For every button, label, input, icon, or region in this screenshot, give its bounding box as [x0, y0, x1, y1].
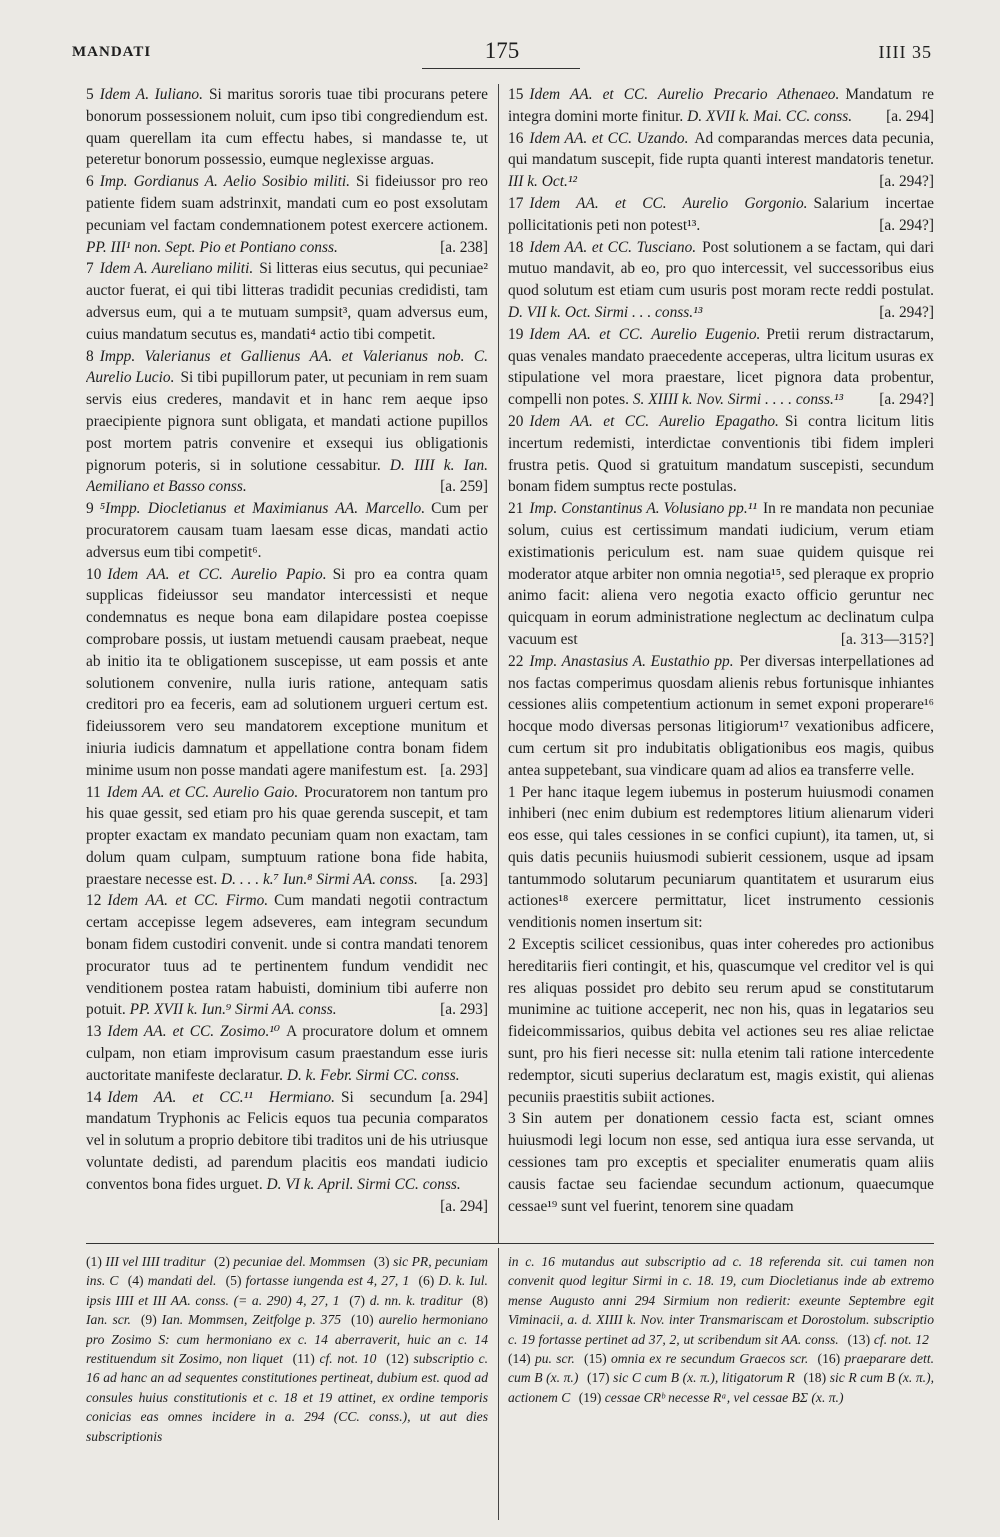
footnote-number: (3) [373, 1254, 390, 1269]
subscription-date: D. k. Febr. Sirmi CC. conss. [286, 1066, 460, 1084]
constitution-text: Salarium incertae pollicitationis peti non potest¹³. [508, 194, 934, 234]
constitution-number: 19 [508, 325, 524, 343]
constitution-address: ⁵Impp. Diocletianus et Maximianus AA. Marcello. [99, 500, 426, 518]
constitution-text: In re mandata non pecuniae solum, cuius est certissimum mandati iudicium, verum etiam existimationis periculum est. nam suae quidem quisque rei moderator atque arbiter non omnia negotia¹⁵, sed pleraque ex proprio animo facit: aliena vero negotia exacto officio geruntur nec quicquam in eorum administratione neglectum ac declinatum culpa vacuum est [508, 500, 934, 648]
constitution-address: Imp. Gordianus A. Aelio Sosibio militi. [99, 173, 351, 191]
footnote-text: cf. not. 10 [319, 1351, 377, 1367]
footnote-text: praeparare dett. cum B (x. π.) [508, 1351, 934, 1386]
constitution-paragraph [86, 890, 488, 1021]
year-bracket: [a. 238] [440, 238, 488, 256]
year-bracket: [a. 294] [440, 1197, 488, 1215]
footnote-text: in c. 16 mutandus aut subscriptio ad c. 18 referenda sit. cui tamen non convenit quod legitur Sirmi in c. 18. 19, cum Diocletianus inde ab extremo mense Augusto anni 294 Sirmium non redierit: exeunte Septembre egit Viminacii, a. d. XIIII k. Nov. inter Transmariscam et Dorostolum. subscriptio c. 19 fortasse pertinet ad 37, 2, ut scribendum sit AA. conss. [508, 1254, 934, 1347]
year-bracket: [a. 259] [440, 478, 488, 496]
constitution-text: Pretii rerum distractarum, quas venales mandato praecedente acceperas, ultra licitum usuras ex stipulatione vel mora praestare, licet pignora data probentur, compelli non potes. [508, 325, 934, 409]
year-bracket: [a. 294?] [879, 173, 934, 191]
footnote [226, 1273, 410, 1288]
book-title-number: IIII 35 [878, 42, 932, 62]
year-bracket: [a. 293] [440, 870, 488, 888]
constitution-text: A procuratore dolum et omnem culpam, non etiam improvisum casum praestandum esse iuris auctoritate manifeste declaratur. [86, 1023, 488, 1084]
footnotes-divider [498, 1248, 499, 1520]
footnote-number: (15) [584, 1351, 607, 1367]
footnote-text: aurelio hermoniano pro Zosimo S: cum hermoniano ex c. 14 aberraverit, huic an c. 14 restituendum sit Zosimo, non liquet [86, 1312, 488, 1367]
constitution-paragraph [86, 171, 488, 258]
constitution-number: 13 [86, 1023, 102, 1041]
footnote-text: d. nn. k. traditur [369, 1292, 463, 1308]
constitution-number: 8 [86, 347, 94, 365]
footnote-text: omnia ex re secundum Graecos scr. [611, 1351, 809, 1367]
constitution-text: Si maritus sororis tuae tibi procurans petere bonorum possessionem noluit, cum ipso tibi congrediendum est. quam querellam ita cum effectu habes, si mandasse te, ut peteretur bonorum possessio, eumque neglexisse arguas. [86, 86, 488, 169]
footnote-number: (5) [225, 1273, 242, 1289]
year-bracket: [a. 294?] [879, 216, 934, 234]
running-title: MANDATI [72, 44, 152, 60]
footnote-text: sic R cum B (x. π.), actionem C [508, 1370, 934, 1405]
footnote [128, 1273, 217, 1288]
constitution-paragraph [508, 651, 934, 782]
constitution-address: Impp. Valerianus et Gallienus AA. et Valerianus nob. C. Aurelio Lucio. [86, 347, 488, 387]
subscription-date: D. VI k. April. Sirmi CC. conss. [266, 1175, 461, 1193]
footnote [847, 1332, 929, 1347]
constitution-text: Si secundum mandatum Tryphonis ac Felicis equos tua pecunia comparatos vel in solutum a proprio debitore tibi traditos uni de his utriusque voluntate dedisti, ad parendum placitis eos mandati iudicio conventos bona fides urguet. [86, 1088, 488, 1193]
constitution-address: Imp. Constantinus A. Volusiano pp.¹¹ [529, 500, 757, 518]
page-number: 175 [484, 38, 520, 63]
footnotes-right-column [508, 1252, 934, 1522]
constitution-number: 1 [508, 783, 516, 801]
constitution-text: Cum mandati negotii contractum certam accepisse legem adseveres, eam integram secundum bonam fidem custodiri convenit. unde si contra mandati tenorem procurator tuus ad te pertinentem fundum vendidit nec venditionem postea ratam habuisti, dominium tibi auferre non potuit. [86, 892, 488, 1019]
right-text-column [508, 84, 934, 1244]
footnote-text: mandati del. [147, 1273, 217, 1289]
constitution-paragraph [508, 193, 934, 237]
constitution-number: 20 [508, 412, 524, 430]
subscription-date: PP. III¹ non. Sept. Pio et Pontiano conss. [86, 238, 338, 256]
footnote-number: (17) [586, 1370, 610, 1386]
footnote-number: (4) [127, 1273, 144, 1289]
constitution-number: 16 [508, 129, 524, 147]
footnote-number: (6) [418, 1273, 435, 1289]
footnote-number: (10) [350, 1312, 374, 1328]
footnote-text: Ian. Mommsen, Zeitfolge p. 375 [161, 1312, 342, 1328]
constitution-text: Per diversas interpellationes ad nos factas comperimus quosdam alienis rebus fortunisque inhiantes cessiones aliis competentium actionum in semet exponi properare¹⁶ hocque modo diversas personas litigiorum¹⁷ vexationibus adficere, cum certum sit pro indubitatis obligationibus eos magis, quibus antea suppetebant, sua vindicare quam ad alios ea transferre velle. [508, 652, 934, 779]
constitution-number: 5 [86, 86, 94, 103]
footnote-text: sic PR, pecuniam ins. C [86, 1254, 488, 1289]
constitution-number: 11 [86, 783, 101, 801]
constitution-number: 14 [86, 1088, 102, 1106]
constitution-text: Exceptis scilicet cessionibus, quas inter coheredes pro actionibus hereditariis fieri contingit, et his, quascumque vel creditor vel is qui res aliquas possidet pro debito seu rerum apud se constitutarum munimine ac tuitione acceperit, nec non his, quas in legatarios seu fideicommissarios, quibus debita vel actiones seu res aliae relictae sunt, pro his fieri necesse sit: nulla etenim tali ratione intercedente redemptor, sicuti superius declaratum est, magis existit, qui alienas pecuniis praestitis subiit actiones. [508, 936, 934, 1106]
subscription-date: PP. XVII k. Iun.⁹ Sirmi AA. conss. [129, 1001, 337, 1019]
footnote-number: (13) [847, 1331, 871, 1347]
constitution-text: Mandatum re integra domini morte finitur. [508, 86, 934, 125]
footnote-number: (9) [140, 1312, 157, 1328]
constitution-text: Sin autem per donationem cessio facta est, sciant omnes huiusmodi legi locum non esse, sed antiqua iura esse servanda, ut cessiones tam pro exceptis et specialiter enumeratis quam aliis causis factae seu faciendae secundum actionum, quaecumque cessae¹⁹ sunt vel fuerint, tenorem sine quadam [508, 1110, 934, 1215]
constitution-text: Cum per procuratorem causam tuam laesam esse dicas, mandati actio adversus eum tibi competit⁶. [86, 500, 488, 561]
footnote-number: (18) [803, 1370, 827, 1386]
footnote-number: (14) [508, 1351, 531, 1367]
constitution-text: Post solutionem a se factam, qui dari mutuo mandavit, ab eo, pro quo intercessit, vel successoribus eius quod solutum est etiam cum usuris post moram recte reddi postulat. [508, 238, 934, 300]
footnote-text: Ian. scr. [86, 1312, 131, 1328]
left-text-column [86, 84, 488, 1244]
footnote-text: fortasse iungenda est 4, 27, 1 [245, 1273, 410, 1289]
footnote-text: cf. not. 12 [873, 1331, 929, 1347]
constitution-text: Si pro ea contra quam supplicas fideiussor seu mandator intercessisti et neque condemnatus es neque bona eam dilapidare postea coepisse comprobare possis, ut iustam metuendi causam praebeat, neque ab initio ita te obligationem suscepisse, ut eam possis et ante solutionem convenire, nulla iuris ratione, antequam satis creditori pro ea feceris, eam ad solutionem urgueri certum est. fideiussorem vero seu mandatorem exceptione munitum et iniuria iudicis damnatum et appellatione contra bonam fidem minime usum non posse mandati agere manifestum est. [86, 565, 488, 779]
footnotes-left-column [86, 1252, 488, 1522]
constitution-paragraph [86, 346, 488, 499]
column-divider [498, 84, 499, 1244]
constitution-paragraph [508, 934, 934, 1108]
subscription-date: D. . . . k.⁷ Iun.⁸ Sirmi AA. conss. [221, 870, 418, 888]
constitution-number: 15 [508, 86, 524, 103]
constitution-paragraph [508, 237, 934, 324]
footnote [579, 1390, 844, 1405]
footnote-number: (16) [817, 1351, 841, 1367]
constitution-paragraph [508, 128, 934, 193]
subscription-date: D. VII k. Oct. Sirmi . . . conss.¹³ [508, 303, 703, 321]
year-bracket: [a. 293] [440, 761, 488, 779]
constitution-number: 18 [508, 238, 524, 256]
footnote-text: pu. scr. [534, 1351, 575, 1367]
constitution-address: Idem AA. et CC. Aurelio Gaio. [106, 783, 299, 801]
header-rule [422, 68, 580, 69]
year-bracket: [a. 294?] [879, 391, 934, 409]
constitution-paragraph [86, 782, 488, 891]
constitution-number: 12 [86, 892, 102, 910]
footnote-text: cessae CRᵇ necesse Rᵃ, vel cessae BΣ (x. π.) [604, 1389, 844, 1405]
footnote [584, 1351, 808, 1366]
constitution-paragraph [508, 1108, 934, 1217]
footnote-text: sic C cum B (x. π.), litigatorum R [613, 1370, 795, 1386]
constitution-address: Idem AA. et CC. Aurelio Eugenio. [529, 325, 761, 343]
year-bracket: [a. 293] [440, 1001, 488, 1019]
year-bracket: [a. 294] [886, 107, 934, 125]
subscription-date: D. XVII k. Mai. CC. conss. [687, 107, 853, 125]
footnote-number: (8) [472, 1292, 488, 1308]
constitution-address: Idem AA. et CC. Firmo. [107, 892, 269, 910]
footnote-block [508, 1252, 934, 1407]
constitution-paragraph [86, 258, 488, 345]
footnote-number: (2) [214, 1254, 230, 1269]
constitution-paragraph [508, 84, 934, 128]
constitution-address: Idem A. Aureliano militi. [99, 260, 254, 278]
constitution-paragraph [508, 411, 934, 498]
constitution-text: Si fideiussor pro reo patiente fidem suam adstrinxit, mandati cum eo post exsolutam pecuniam vel factam condemnationem potest exercere actionem. [86, 173, 488, 234]
constitution-number: 2 [508, 936, 516, 954]
footnote-text: D. k. Iul. ipsis IIII et III AA. conss. (= a. 290) 4, 27, 1 [86, 1273, 488, 1308]
constitution-text: Si contra licitum litis incertum redemisti, interdictae conventionis tibi fidem impleri frustra petis. Quod si gratuitum mandatum suscepisti, secundum bonam fidem sumptus recte postulas. [508, 412, 934, 496]
constitution-address: Idem AA. et CC. Tusciano. [529, 238, 697, 256]
subscription-date: S. XIIII k. Nov. Sirmi . . . . conss.¹³ [632, 391, 844, 409]
constitution-paragraph [86, 84, 488, 171]
constitution-paragraph [508, 324, 934, 411]
constitution-address: Imp. Anastasius A. Eustathio pp. [529, 652, 734, 670]
year-bracket: [a. 313—315?] [840, 630, 934, 648]
constitution-number: 17 [508, 194, 524, 212]
constitution-address: Idem A. Iuliano. [99, 86, 203, 103]
footnote [349, 1293, 462, 1308]
constitution-address: Idem AA. et CC. Uzando. [529, 129, 689, 147]
footnotes-rule [86, 1243, 934, 1244]
constitution-text: Si tibi pupillorum pater, ut pecuniam in rem suam servis eius crederes, mandavit et in hanc rem aeque ipso praecipiente pignora sunt obligata, et mandati actione pupillos post mortem patris convenire et exsequi ius obligationis pignorum poteris, si in solutione cessabitur. [86, 369, 488, 474]
constitution-number: 3 [508, 1110, 516, 1128]
footnote-text: III vel IIII traditur [105, 1254, 206, 1269]
constitution-text: Procuratorem non tantum pro his quae gessit, sed etiam pro his quae gerenda suscepit, et tam propter exactam ex mandato pecuniam quam non exactam, tam dolum quam culpam, sumptuum ratione bona fide habita, praestare necesse est. [86, 783, 488, 888]
constitution-paragraph [86, 498, 488, 563]
constitution-address: Idem AA. et CC. Aurelio Precario Athenaeo. [529, 86, 840, 103]
constitution-address: Idem AA. et CC.¹¹ Hermiano. [107, 1088, 335, 1106]
constitution-number: 10 [86, 565, 102, 583]
constitution-text: Per hanc itaque legem iubemus in posterum huiusmodi conamen inhiberi (nec enim dubium est redemptores litium alienarum videri eos esse, qui tales cessiones in se confici cupiunt), ita tamen, ut, si quis datis pecuniis huiusmodi subierit cessionem, usque ad ipsam tantummodo solutarum pecuniarum quantitatem et usurarum eius actiones¹⁸ exercere permittatur, licet instrumento cessionis venditionis nomen insertum sit: [508, 783, 934, 932]
constitution-number: 9 [86, 500, 94, 518]
constitution-paragraph [86, 564, 488, 782]
constitution-address: Idem AA. et CC. Aurelio Papio. [107, 565, 327, 583]
footnote-number: (7) [349, 1292, 366, 1308]
footnote-number: (19) [578, 1389, 602, 1405]
year-bracket: [a. 294?] [879, 303, 934, 321]
footnote [86, 1254, 206, 1269]
year-bracket: [a. 294] [440, 1088, 488, 1106]
footnote [508, 1351, 575, 1366]
footnote-number: (11) [292, 1351, 315, 1367]
constitution-address: Idem AA. et CC. Aurelio Epagatho. [529, 412, 779, 430]
footnote [293, 1351, 377, 1366]
footnote [587, 1370, 795, 1385]
footnote-text: pecuniae del. Mommsen [233, 1254, 366, 1269]
constitution-text: Si litteras eius secutus, qui pecuniae² auctor fuerat, ei qui tibi litteras tradidit pecunias credidisti, tam adversus eum, qui a te mutuam sumpsit³, quam adversus eum, cuius mandatum secutus es, mandati⁴ actio tibi competit. [86, 260, 488, 343]
constitution-address: Idem AA. et CC. Aurelio Gorgonio. [529, 194, 808, 212]
footnote [214, 1254, 365, 1269]
constitution-number: 22 [508, 652, 524, 670]
footnote-number: (12) [386, 1351, 409, 1367]
constitution-number: 6 [86, 173, 94, 191]
constitution-paragraph [508, 498, 934, 651]
constitution-number: 21 [508, 500, 524, 518]
footnote-block [86, 1252, 488, 1446]
footnote-number: (1) [86, 1254, 102, 1269]
constitution-number: 7 [86, 260, 94, 278]
constitution-paragraph [508, 782, 934, 935]
footnote [141, 1312, 341, 1327]
constitution-address: Idem AA. et CC. Zosimo.¹⁰ [107, 1023, 281, 1041]
constitution-text: Ad comparandas merces data pecunia, qui mandatum suscepit, fide rupta quanti interest mandatoris tenetur. [508, 129, 934, 169]
constitution-paragraph [86, 1087, 488, 1215]
footnote-text: subscriptio c. 16 ad hanc an ad sequentes constitutiones pertineat, dubium est. quod ad consules huius constitutionis et c. 18 et 19 attinet, ex ordine temporis conicias eas omnes incidere in a. 294 (CC. conss.), ut aut dies subscriptionis [86, 1351, 488, 1444]
subscription-date: D. IIII k. Ian. Aemiliano et Basso conss. [86, 456, 488, 496]
subscription-date: III k. Oct.¹² [508, 173, 578, 191]
